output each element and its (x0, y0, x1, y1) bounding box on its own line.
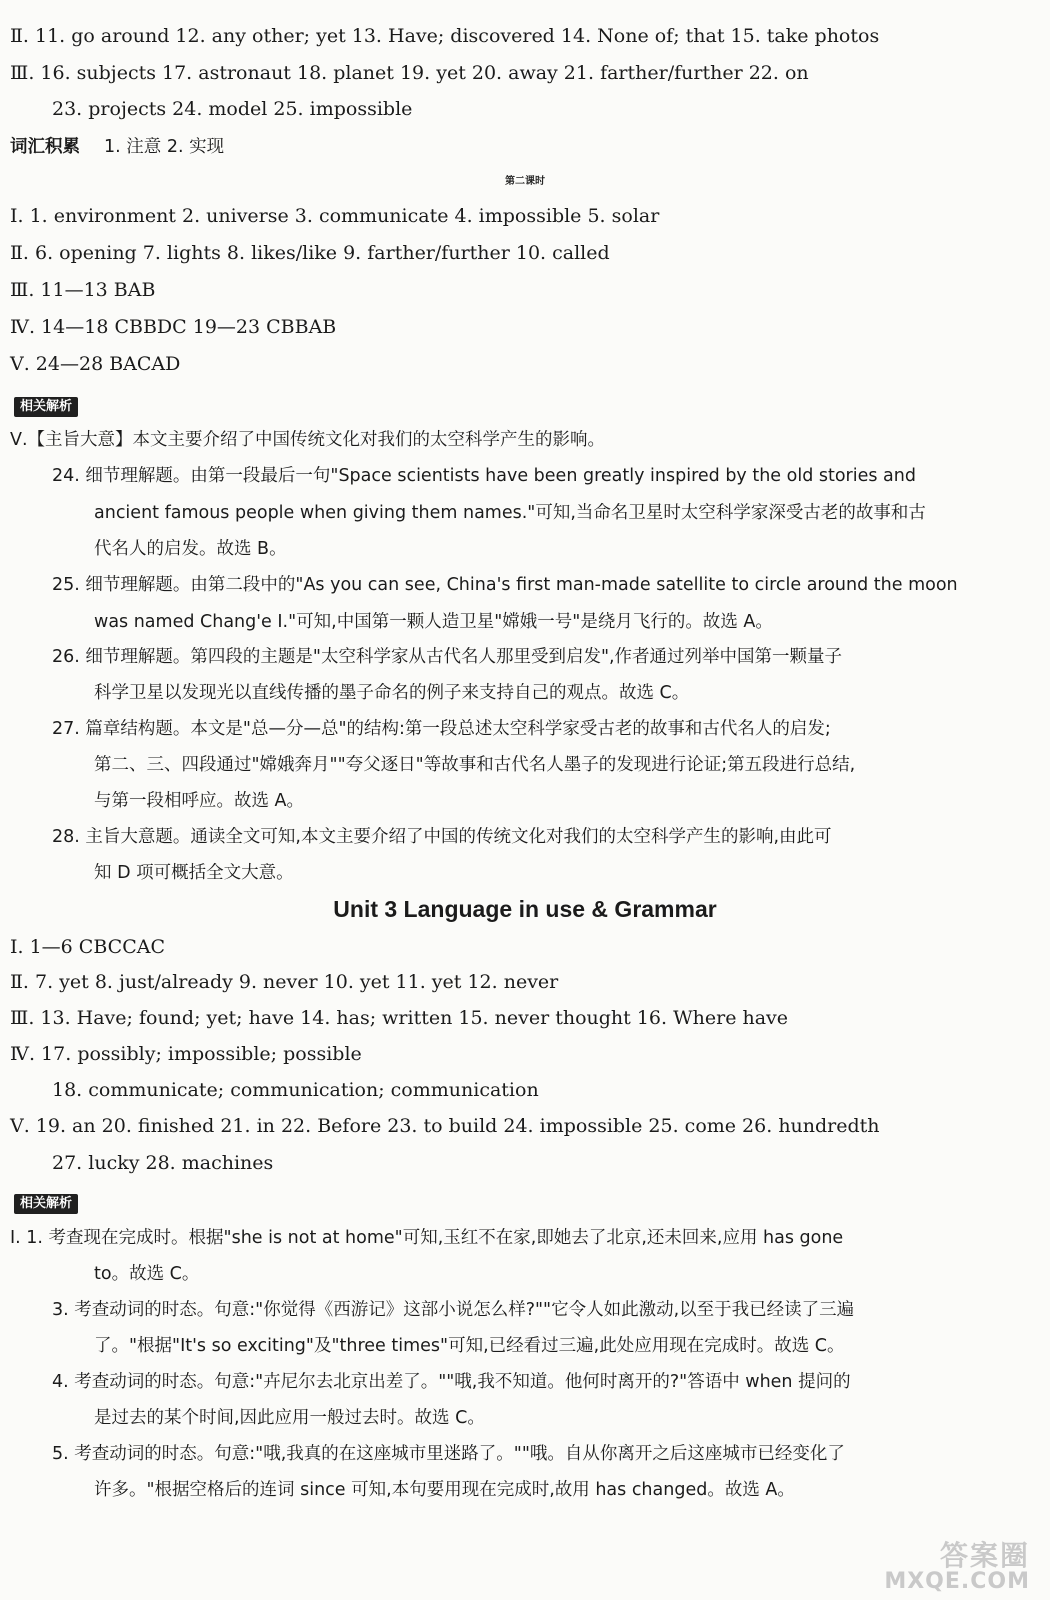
analysis-line: 许多。"根据空格后的连词 since 可知,本句要用现在完成时,故用 has changed。故选 A。 (94, 1480, 795, 1500)
analysis-line: Ⅰ. 1. 考查现在完成时。根据"she is not at home"可知,玉红不在家,即她去了北京,还未回来,应用 has gone (10, 1228, 844, 1248)
analysis-line: 25. 细节理解题。由第二段中的"As you can see, China's first man-made satellite to circle around the moon (52, 575, 958, 595)
analysis-line: was named Chang'e Ⅰ."可知,中国第一颗人造卫星"嫦娥一号"是绕月飞行的。故选 A。 (94, 612, 773, 632)
analysis-line: 28. 主旨大意题。通读全文可知,本文主要介绍了中国的传统文化对我们的太空科学产生的影响,由此可 (52, 827, 832, 847)
analysis-line: 3. 考查动词的时态。句意:"你觉得《西游记》这部小说怎么样?""它令人如此激动,以至于我已经读了三遍 (52, 1300, 855, 1320)
answer-line: Ⅳ. 14—18 CBBDC 19—23 CBBAB (10, 316, 337, 338)
analysis-tag: 相关解析 (14, 1194, 78, 1214)
analysis-line: 4. 考查动词的时态。句意:"卉尼尔去北京出差了。""哦,我不知道。他何时离开的?"答语中 when 提问的 (52, 1372, 851, 1392)
answer-line: Ⅲ. 11—13 BAB (10, 279, 156, 301)
watermark-logo (886, 1534, 1036, 1594)
answer-line: Ⅱ. 11. go around 12. any other; yet 13. Have; discovered 14. None of; that 15. take photos (10, 25, 880, 47)
unit-title: Unit 3 Language in use & Grammar (333, 896, 717, 922)
analysis-line: to。故选 C。 (94, 1264, 200, 1284)
analysis-line: 科学卫星以发现光以直线传播的墨子命名的例子来支持自己的观点。故选 C。 (94, 683, 690, 703)
analysis-line: 26. 细节理解题。第四段的主题是"太空科学家从古代名人那里受到启发",作者通过列举中国第一颗量子 (52, 647, 843, 667)
watermark-url: MXQE.COM (884, 1569, 1030, 1594)
answer-line: Ⅱ. 7. yet 8. just/already 9. never 10. yet 11. yet 12. never (10, 971, 559, 993)
vocab-text: 1. 注意 2. 实现 (104, 137, 225, 157)
answer-line: Ⅲ. 13. Have; found; yet; have 14. has; written 15. never thought 16. Where have (10, 1007, 789, 1029)
analysis-line: 27. 篇章结构题。本文是"总—分—总"的结构:第一段总述太空科学家受古老的故事和古代名人的启发; (52, 719, 831, 739)
answer-line: Ⅴ. 24—28 BACAD (10, 353, 181, 375)
analysis-line: 第二、三、四段通过"嫦娥奔月""夸父逐日"等故事和古代名人墨子的发现进行论证;第五段进行总结, (94, 755, 856, 775)
analysis-line: 24. 细节理解题。由第一段最后一句"Space scientists have been greatly inspired by the old stories and (52, 466, 916, 486)
answer-line: Ⅲ. 16. subjects 17. astronaut 18. planet 19. yet 20. away 21. farther/further 22. on (10, 62, 809, 84)
answer-line: Ⅰ. 1. environment 2. universe 3. communicate 4. impossible 5. solar (10, 205, 660, 227)
analysis-line: 代名人的启发。故选 B。 (94, 539, 287, 559)
analysis-line: ancient famous people when giving them names."可知,当命名卫星时太空科学家深受古老的故事和古 (94, 503, 926, 523)
section-title: 第二课时 (505, 176, 545, 187)
analysis-tag: 相关解析 (14, 397, 78, 417)
answer-line: Ⅳ. 17. possibly; impossible; possible (10, 1043, 362, 1065)
analysis-line: 知 D 项可概括全文大意。 (94, 863, 294, 883)
vocab-label: 词汇积累 (10, 137, 80, 157)
answer-line: Ⅰ. 1—6 CBCCAC (10, 936, 165, 958)
answer-line: 27. lucky 28. machines (52, 1152, 274, 1174)
analysis-line: 5. 考查动词的时态。句意:"哦,我真的在这座城市里迷路了。""哦。自从你离开之后这座城市已经变化了 (52, 1444, 845, 1464)
vocab-line (10, 134, 224, 159)
answer-line: Ⅱ. 6. opening 7. lights 8. likes/like 9. farther/further 10. called (10, 242, 610, 264)
answer-line: Ⅴ. 19. an 20. finished 21. in 22. Before 23. to build 24. impossible 25. come 26. hundredth (10, 1115, 880, 1137)
analysis-line: Ⅴ.【主旨大意】本文主要介绍了中国传统文化对我们的太空科学产生的影响。 (10, 430, 606, 450)
answer-line: 23. projects 24. model 25. impossible (52, 98, 413, 120)
analysis-line: 与第一段相呼应。故选 A。 (94, 791, 305, 811)
analysis-line: 是过去的某个时间,因此应用一般过去时。故选 C。 (94, 1408, 485, 1428)
analysis-line: 了。"根据"It's so exciting"及"three times"可知,已经看过三遍,此处应用现在完成时。故选 C。 (94, 1336, 845, 1356)
watermark-big: 答案圈 (939, 1539, 1030, 1572)
answer-line: 18. communicate; communication; communication (52, 1079, 539, 1101)
